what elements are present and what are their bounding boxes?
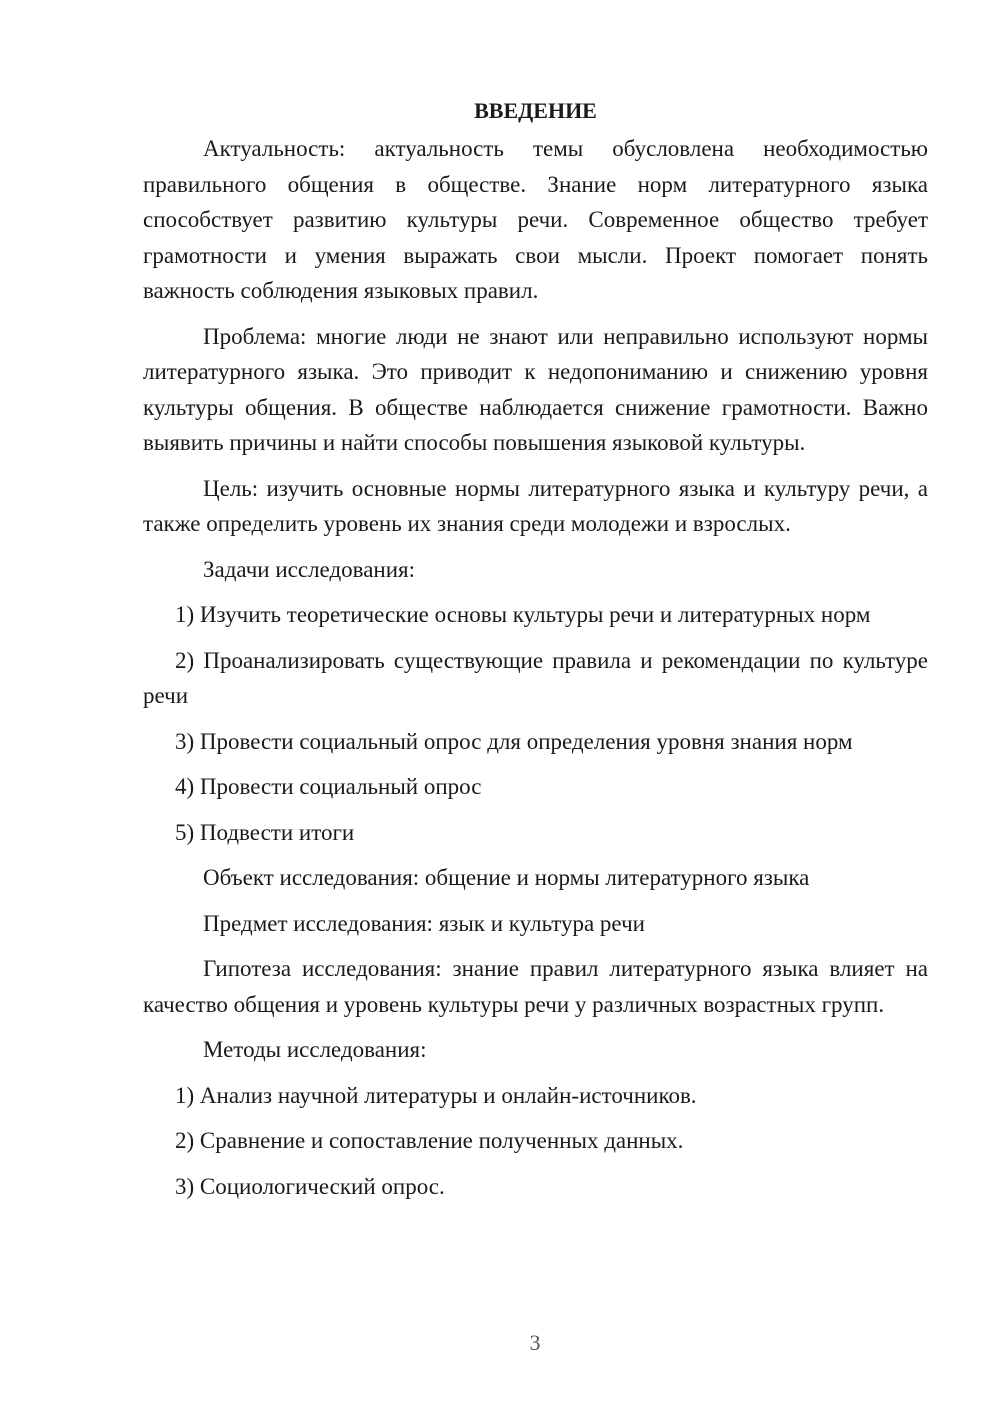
page-number: 3 bbox=[529, 1330, 541, 1355]
object-paragraph: Объект исследования: общение и нормы литературного языка bbox=[203, 865, 810, 890]
task-item: 3) Провести социальный опрос для определения уровня знания норм bbox=[175, 728, 853, 754]
task-item: 2) Проанализировать существующие правила и рекомендации по культуре речи bbox=[143, 647, 928, 708]
page-content bbox=[143, 93, 928, 1214]
method-item: 1) Анализ научной литературы и онлайн-источников. bbox=[175, 1082, 697, 1108]
page-title: ВВЕДЕНИЕ bbox=[474, 98, 597, 123]
relevance-paragraph: Актуальность: актуальность темы обусловлена необходимостью правильного общения в обществе. Знание норм литературного языка способствует развитию культуры речи. Современное общество требует грамотности и умения выражать свои мысли. Проект помогает понять важность соблюдения языковых правил. bbox=[143, 136, 928, 303]
task-item: 5) Подвести итоги bbox=[175, 819, 355, 845]
hypothesis-paragraph: Гипотеза исследования: знание правил литературного языка влияет на качество общения и уровень культуры речи у различных возрастных групп. bbox=[143, 956, 928, 1017]
problem-paragraph: Проблема: многие люди не знают или неправильно используют нормы литературного языка. Это приводит к недопониманию и снижению уровня культуры общения. В обществе наблюдается снижение грамотности. Важно выявить причины и найти способы повышения языковой культуры. bbox=[143, 323, 928, 455]
subject-paragraph: Предмет исследования: язык и культура речи bbox=[203, 910, 645, 936]
method-item: 2) Сравнение и сопоставление полученных данных. bbox=[175, 1128, 684, 1153]
task-item: 4) Провести социальный опрос bbox=[175, 774, 482, 799]
task-item: 1) Изучить теоретические основы культуры речи и литературных норм bbox=[175, 602, 871, 627]
method-item: 3) Социологический опрос. bbox=[175, 1173, 445, 1199]
methods-heading: Методы исследования: bbox=[203, 1037, 427, 1062]
tasks-heading: Задачи исследования: bbox=[203, 556, 416, 582]
goal-paragraph: Цель: изучить основные нормы литературного языка и культуру речи, а также определить уровень их знания среди молодежи и взрослых. bbox=[143, 475, 928, 536]
